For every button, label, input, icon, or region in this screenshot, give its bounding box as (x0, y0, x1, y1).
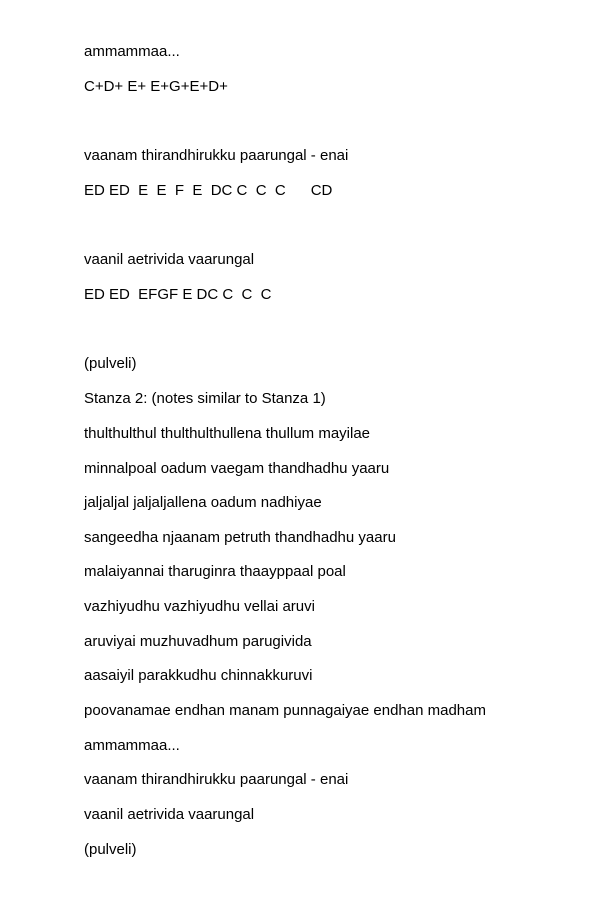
lyric-line: ammammaa... (84, 737, 180, 754)
lyric-line: vaanil aetrivida vaarungal (84, 251, 255, 268)
notes-line: ED ED E E F E DC C C C CD (84, 182, 333, 199)
lyric-line: sangeedha njaanam petruth thandhadhu yaaru (84, 529, 396, 546)
lyric-line: jaljaljal jaljaljallena oadum nadhiyae (84, 494, 322, 511)
stanza-heading: Stanza 2: (notes similar to Stanza 1) (84, 390, 326, 407)
notes-line: ED ED EFGF E DC C C C (84, 286, 272, 303)
lyric-line: vazhiyudhu vazhiyudhu vellai aruvi (84, 598, 315, 615)
notes-line: C+D+ E+ E+G+E+D+ (84, 78, 228, 95)
lyric-line: malaiyannai tharuginra thaayppaal poal (84, 563, 346, 580)
lyric-line: aasaiyil parakkudhu chinnakkuruvi (84, 667, 313, 684)
lyric-line: aruviyai muzhuvadhum parugivida (84, 633, 312, 650)
lyric-line: poovanamae endhan manam punnagaiyae endhan madham (84, 702, 486, 719)
lyric-line: vaanil aetrivida vaarungal (84, 806, 255, 823)
lyric-line: vaanam thirandhirukku paarungal - enai (84, 771, 349, 788)
lyric-line: vaanam thirandhirukku paarungal - enai (84, 147, 349, 164)
lyric-line: minnalpoal oadum vaegam thandhadhu yaaru (84, 460, 390, 477)
lyric-line: ammammaa... (84, 43, 180, 60)
lyric-line: (pulveli) (84, 841, 137, 858)
lyric-line: thulthulthul thulthulthullena thullum mayilae (84, 425, 371, 442)
lyric-line: (pulveli) (84, 355, 137, 372)
